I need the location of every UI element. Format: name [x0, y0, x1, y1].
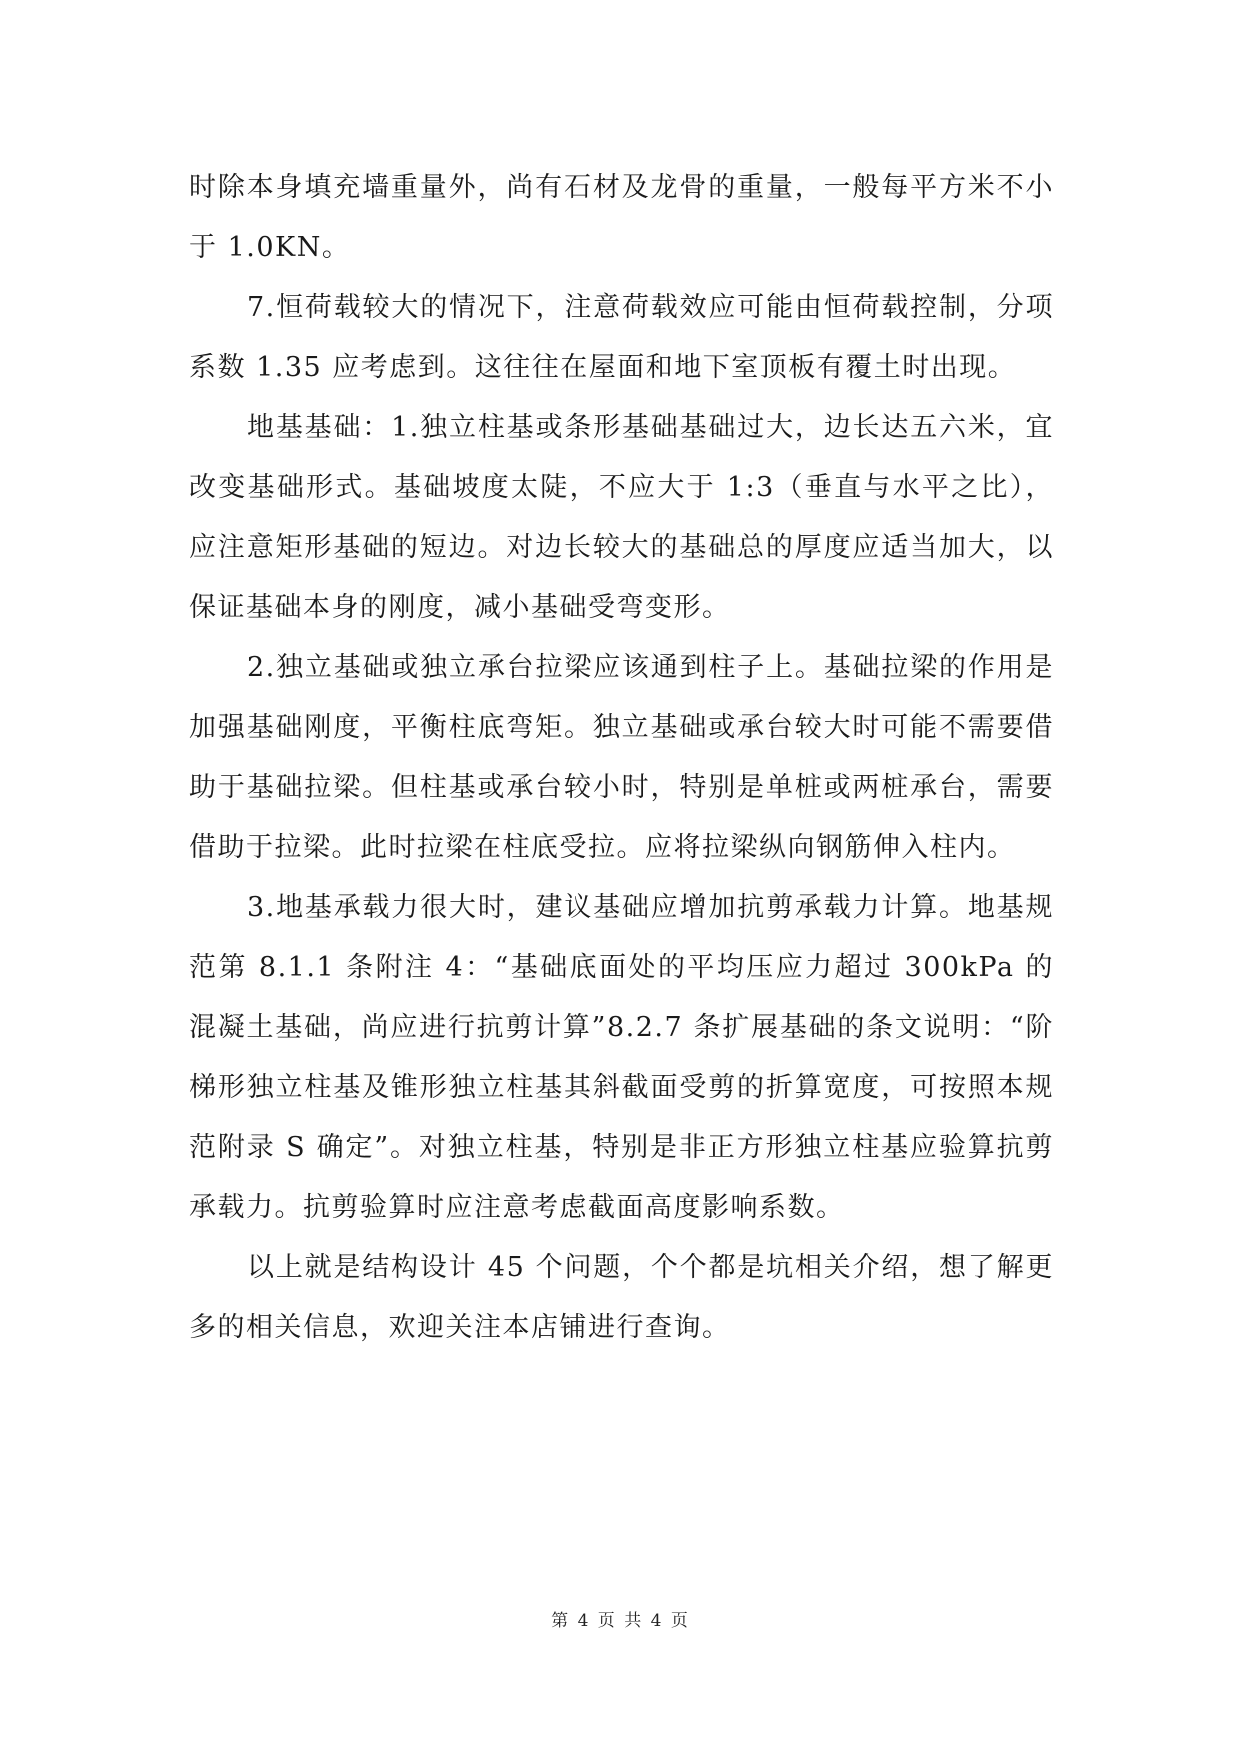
- document-body: [189, 158, 1054, 1358]
- paragraph-foundation-2: 2.独立基础或独立承台拉梁应该通到柱子上。基础拉梁的作用是加强基础刚度，平衡柱底弯矩。独立基础或承台较大时可能不需要借助于基础拉梁。但柱基或承台较小时，特别是单桩或两桩承台，需要借助于拉梁。此时拉梁在柱底受拉。应将拉梁纵向钢筋伸入柱内。: [189, 652, 1054, 863]
- paragraph-continuation: 时除本身填充墙重量外，尚有石材及龙骨的重量，一般每平方米不小于 1.0KN。: [189, 172, 1054, 263]
- paragraph-foundation-3: 3.地基承载力很大时，建议基础应增加抗剪承载力计算。地基规范第 8.1.1 条附注 4：“基础底面处的平均压应力超过 300kPa 的混凝土基础，尚应进行抗剪计算”8.2.7 条扩展基础的条文说明：“阶梯形独立柱基及锥形独立柱基其斜截面受剪的折算宽度，可按照本规范附录 S 确定”。对独立柱基，特别是非正方形独立柱基应验算抗剪承载力。抗剪验算时应注意考虑截面高度影响系数。: [189, 892, 1054, 1223]
- paragraph-foundation-1: 地基基础：1.独立柱基或条形基础基础过大，边长达五六米，宜改变基础形式。基础坡度太陡，不应大于 1:3（垂直与水平之比），应注意矩形基础的短边。对边长较大的基础总的厚度应适当加大，以保证基础本身的刚度，减小基础受弯变形。: [189, 412, 1054, 623]
- paragraph-conclusion: 以上就是结构设计 45 个问题，个个都是坑相关介绍，想了解更多的相关信息，欢迎关注本店铺进行查询。: [189, 1252, 1054, 1343]
- paragraph-item-7: 7.恒荷载较大的情况下，注意荷载效应可能由恒荷载控制，分项系数 1.35 应考虑到。这往往在屋面和地下室顶板有覆土时出现。: [189, 292, 1054, 383]
- page-number-footer: 第 4 页 共 4 页: [551, 1611, 690, 1631]
